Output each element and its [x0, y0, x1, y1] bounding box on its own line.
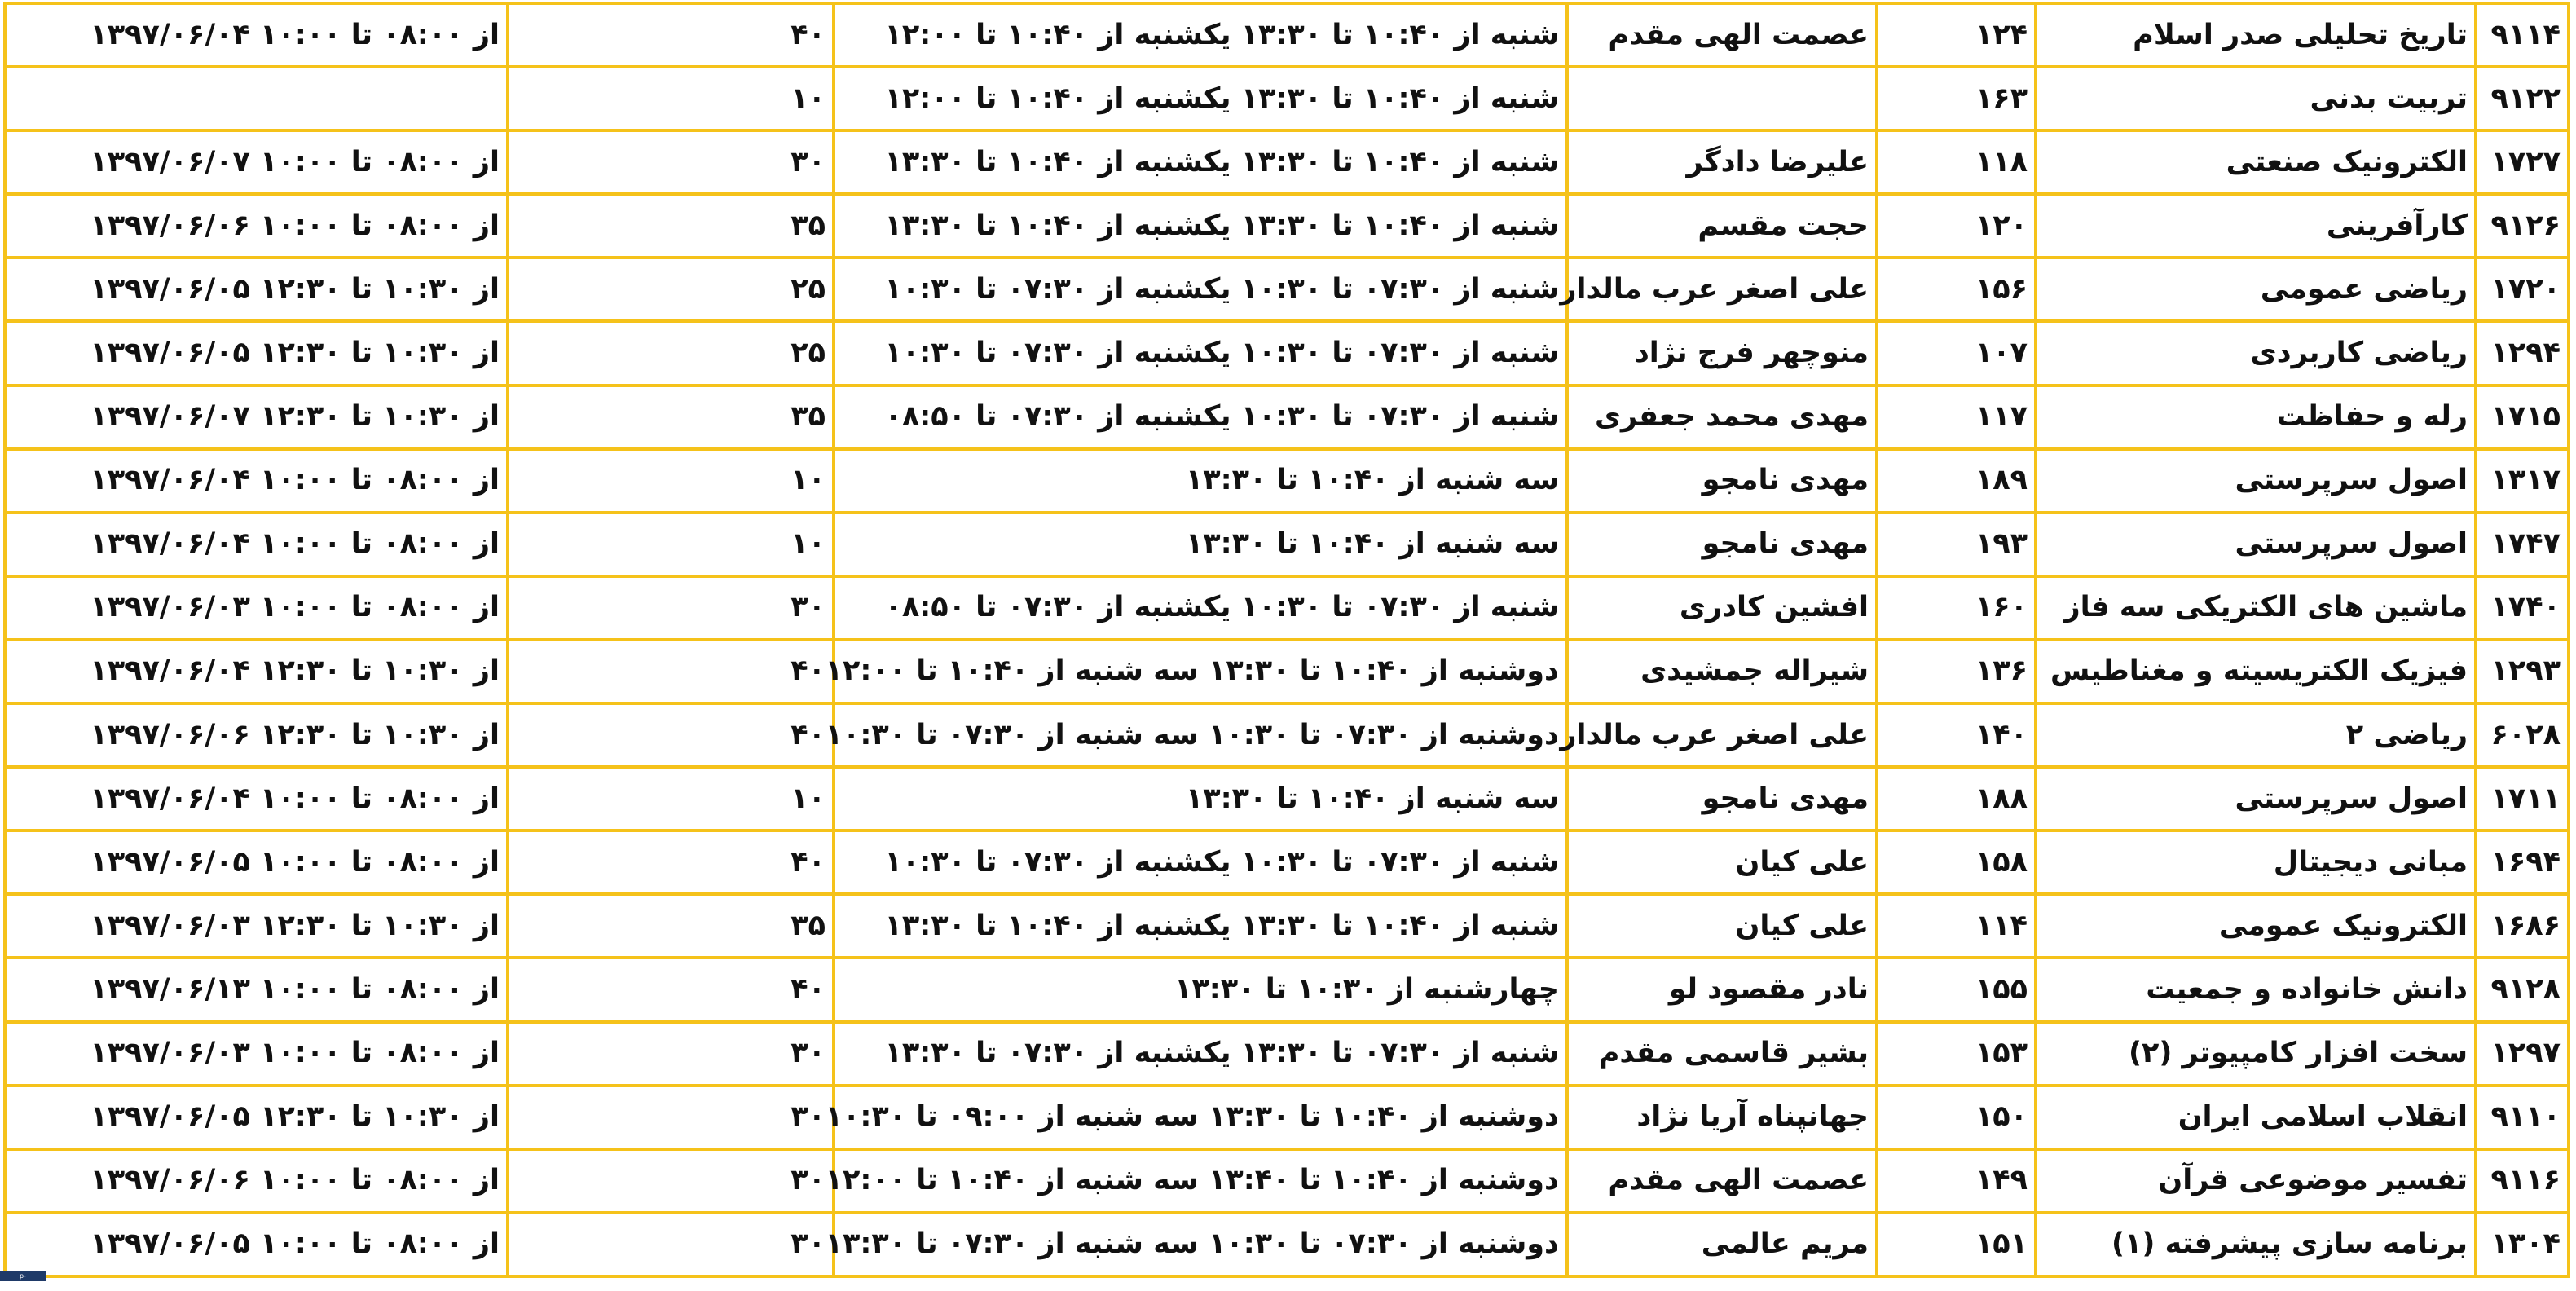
table-row [5, 386, 2569, 449]
course-code-cell: ۱۷۴۰ [2476, 576, 2569, 640]
exam-time-cell: از ۱۰:۳۰ تا ۱۲:۳۰ ۱۳۹۷/۰۶/۰۷ [5, 386, 508, 449]
course-name-cell: تاریخ تحلیلی صدر اسلام [2036, 3, 2476, 67]
table-row [5, 1022, 2569, 1086]
exam-time-cell: از ۱۰:۳۰ تا ۱۲:۳۰ ۱۳۹۷/۰۶/۰۵ [5, 258, 508, 321]
course-name-cell: تربیت بدنی [2036, 67, 2476, 130]
group-number-cell: ۱۵۰ [1877, 1086, 2036, 1149]
teacher-name-cell: منوچهر فرج نژاد [1567, 321, 1877, 385]
course-code-cell: ۱۳۱۷ [2476, 449, 2569, 513]
course-code-cell: ۱۶۸۶ [2476, 894, 2569, 958]
table-row [5, 640, 2569, 703]
course-name-cell: الکترونیک عمومی [2036, 894, 2476, 958]
course-code-cell: ۹۱۱۰ [2476, 1086, 2569, 1149]
table-row [5, 703, 2569, 767]
class-time-cell: شنبه از ۱۰:۴۰ تا ۱۳:۳۰ یکشنبه از ۱۰:۴۰ تا ۱۳:۳۰ [834, 194, 1567, 258]
group-number-cell: ۱۶۰ [1877, 576, 2036, 640]
teacher-name-cell: مهدی نامجو [1567, 767, 1877, 831]
capacity-cell: ۱۰ [508, 513, 834, 576]
table-row [5, 194, 2569, 258]
capacity-cell: ۴۰ [508, 831, 834, 894]
exam-time-cell: از ۱۰:۳۰ تا ۱۲:۳۰ ۱۳۹۷/۰۶/۰۵ [5, 321, 508, 385]
class-time-cell: شنبه از ۰۷:۳۰ تا ۱۰:۳۰ یکشنبه از ۰۷:۳۰ تا ۱۰:۳۰ [834, 258, 1567, 321]
teacher-name-cell: علی اصغر عرب مالدار [1567, 258, 1877, 321]
group-number-cell: ۱۵۱ [1877, 1213, 2036, 1276]
course-code-cell: ۱۶۹۴ [2476, 831, 2569, 894]
course-code-cell: ۱۷۲۰ [2476, 258, 2569, 321]
exam-time-cell: از ۱۰:۳۰ تا ۱۲:۳۰ ۱۳۹۷/۰۶/۰۴ [5, 640, 508, 703]
exam-time-cell: از ۰۸:۰۰ تا ۱۰:۰۰ ۱۳۹۷/۰۶/۰۴ [5, 767, 508, 831]
teacher-name-cell: علیرضا دادگر [1567, 130, 1877, 194]
table-row [5, 1149, 2569, 1213]
capacity-cell: ۳۰ [508, 1213, 834, 1276]
table-row [5, 513, 2569, 576]
group-number-cell: ۱۵۵ [1877, 958, 2036, 1021]
capacity-cell: ۱۰ [508, 67, 834, 130]
site-logo: p-gorgan.nus.ac.ir [0, 1272, 53, 1289]
course-code-cell: ۱۷۲۷ [2476, 130, 2569, 194]
group-number-cell: ۱۲۰ [1877, 194, 2036, 258]
class-time-cell: شنبه از ۱۰:۴۰ تا ۱۳:۳۰ یکشنبه از ۱۰:۴۰ تا ۱۳:۳۰ [834, 894, 1567, 958]
course-name-cell: ریاضی عمومی [2036, 258, 2476, 321]
group-number-cell: ۱۹۳ [1877, 513, 2036, 576]
teacher-name-cell: عصمت الهی مقدم [1567, 3, 1877, 67]
group-number-cell: ۱۵۳ [1877, 1022, 2036, 1086]
teacher-name-cell: شیراله جمشیدی [1567, 640, 1877, 703]
exam-time-cell: از ۰۸:۰۰ تا ۱۰:۰۰ ۱۳۹۷/۰۶/۰۴ [5, 3, 508, 67]
capacity-cell: ۳۵ [508, 194, 834, 258]
course-name-cell: فیزیک الکتریسیته و مغناطیس [2036, 640, 2476, 703]
teacher-name-cell: مریم عالمی [1567, 1213, 1877, 1276]
course-code-cell: ۹۱۲۸ [2476, 958, 2569, 1021]
table-row [5, 1086, 2569, 1149]
teacher-name-cell: مهدی محمد جعفری [1567, 386, 1877, 449]
course-code-cell: ۱۷۱۵ [2476, 386, 2569, 449]
table-row [5, 130, 2569, 194]
course-code-cell: ۱۲۹۴ [2476, 321, 2569, 385]
exam-time-cell: از ۱۰:۳۰ تا ۱۲:۳۰ ۱۳۹۷/۰۶/۰۳ [5, 894, 508, 958]
course-name-cell: تفسیر موضوعی قرآن [2036, 1149, 2476, 1213]
class-time-cell: دوشنبه از ۰۷:۳۰ تا ۱۰:۳۰ سه شنبه از ۰۷:۳۰ تا ۱۳:۳۰ [834, 1213, 1567, 1276]
course-code-cell: ۹۱۲۶ [2476, 194, 2569, 258]
group-number-cell: ۱۵۶ [1877, 258, 2036, 321]
course-code-cell: ۱۳۰۴ [2476, 1213, 2569, 1276]
capacity-cell: ۴۰ [508, 958, 834, 1021]
teacher-name-cell: علی کیان [1567, 831, 1877, 894]
group-number-cell: ۱۲۴ [1877, 3, 2036, 67]
exam-time-cell: از ۰۸:۰۰ تا ۱۰:۰۰ ۱۳۹۷/۰۶/۰۳ [5, 1022, 508, 1086]
teacher-name-cell: علی کیان [1567, 894, 1877, 958]
capacity-cell: ۴۰ [508, 703, 834, 767]
exam-time-cell: از ۰۸:۰۰ تا ۱۰:۰۰ ۱۳۹۷/۰۶/۱۳ [5, 958, 508, 1021]
teacher-name-cell [1567, 67, 1877, 130]
table-row [5, 321, 2569, 385]
table-row [5, 258, 2569, 321]
teacher-name-cell: حجت مقسم [1567, 194, 1877, 258]
table-row [5, 831, 2569, 894]
capacity-cell: ۳۰ [508, 1022, 834, 1086]
course-code-cell: ۱۲۹۷ [2476, 1022, 2569, 1086]
class-time-cell: شنبه از ۱۰:۴۰ تا ۱۳:۳۰ یکشنبه از ۱۰:۴۰ تا ۱۲:۰۰ [834, 67, 1567, 130]
capacity-cell: ۲۵ [508, 258, 834, 321]
exam-time-cell: از ۱۰:۳۰ تا ۱۲:۳۰ ۱۳۹۷/۰۶/۰۵ [5, 1086, 508, 1149]
capacity-cell: ۱۰ [508, 767, 834, 831]
table-row [5, 894, 2569, 958]
teacher-name-cell: جهانپناه آریا نژاد [1567, 1086, 1877, 1149]
capacity-cell: ۴۰ [508, 3, 834, 67]
group-number-cell: ۱۰۷ [1877, 321, 2036, 385]
table-body [5, 3, 2569, 1276]
class-time-cell: شنبه از ۱۰:۴۰ تا ۱۳:۳۰ یکشنبه از ۱۰:۴۰ تا ۱۲:۰۰ [834, 3, 1567, 67]
capacity-cell: ۳۰ [508, 130, 834, 194]
teacher-name-cell: علی اصغر عرب مالدار [1567, 703, 1877, 767]
capacity-cell: ۴۰ [508, 640, 834, 703]
teacher-name-cell: بشیر قاسمی مقدم [1567, 1022, 1877, 1086]
exam-time-cell: از ۰۸:۰۰ تا ۱۰:۰۰ ۱۳۹۷/۰۶/۰۷ [5, 130, 508, 194]
class-time-cell: دوشنبه از ۱۰:۴۰ تا ۱۳:۳۰ سه شنبه از ۱۰:۴۰ تا ۱۲:۰۰ [834, 640, 1567, 703]
table-row [5, 576, 2569, 640]
table-row [5, 449, 2569, 513]
table-row [5, 958, 2569, 1021]
teacher-name-cell: نادر مقصود لو [1567, 958, 1877, 1021]
course-name-cell: رله و حفاظت [2036, 386, 2476, 449]
exam-time-cell: از ۰۸:۰۰ تا ۱۰:۰۰ ۱۳۹۷/۰۶/۰۵ [5, 831, 508, 894]
class-time-cell: سه شنبه از ۱۰:۴۰ تا ۱۳:۳۰ [834, 449, 1567, 513]
capacity-cell: ۲۵ [508, 321, 834, 385]
group-number-cell: ۱۳۶ [1877, 640, 2036, 703]
course-name-cell: اصول سرپرستی [2036, 513, 2476, 576]
capacity-cell: ۳۰ [508, 1149, 834, 1213]
capacity-cell: ۳۰ [508, 1086, 834, 1149]
class-time-cell: شنبه از ۰۷:۳۰ تا ۱۰:۳۰ یکشنبه از ۰۷:۳۰ تا ۰۸:۵۰ [834, 386, 1567, 449]
class-time-cell: دوشنبه از ۱۰:۴۰ تا ۱۳:۳۰ سه شنبه از ۰۹:۰۰ تا ۱۰:۳۰ [834, 1086, 1567, 1149]
class-time-cell: شنبه از ۰۷:۳۰ تا ۱۳:۳۰ یکشنبه از ۰۷:۳۰ تا ۱۳:۳۰ [834, 1022, 1567, 1086]
course-schedule-table [3, 2, 2570, 1278]
exam-time-cell: از ۰۸:۰۰ تا ۱۰:۰۰ ۱۳۹۷/۰۶/۰۶ [5, 194, 508, 258]
class-time-cell: شنبه از ۰۷:۳۰ تا ۱۰:۳۰ یکشنبه از ۰۷:۳۰ تا ۰۸:۵۰ [834, 576, 1567, 640]
course-code-cell: ۱۷۴۷ [2476, 513, 2569, 576]
course-code-cell: ۱۲۹۳ [2476, 640, 2569, 703]
group-number-cell: ۱۱۴ [1877, 894, 2036, 958]
course-code-cell: ۹۱۱۴ [2476, 3, 2569, 67]
exam-time-cell: از ۰۸:۰۰ تا ۱۰:۰۰ ۱۳۹۷/۰۶/۰۴ [5, 449, 508, 513]
teacher-name-cell: افشین کادری [1567, 576, 1877, 640]
exam-time-cell: از ۰۸:۰۰ تا ۱۰:۰۰ ۱۳۹۷/۰۶/۰۳ [5, 576, 508, 640]
group-number-cell: ۱۴۹ [1877, 1149, 2036, 1213]
group-number-cell: ۱۸۸ [1877, 767, 2036, 831]
course-name-cell: اصول سرپرستی [2036, 767, 2476, 831]
class-time-cell: سه شنبه از ۱۰:۴۰ تا ۱۳:۳۰ [834, 513, 1567, 576]
course-name-cell: دانش خانواده و جمعیت [2036, 958, 2476, 1021]
capacity-cell: ۳۵ [508, 894, 834, 958]
teacher-name-cell: مهدی نامجو [1567, 449, 1877, 513]
teacher-name-cell: مهدی نامجو [1567, 513, 1877, 576]
course-name-cell: ریاضی ۲ [2036, 703, 2476, 767]
exam-time-cell: از ۰۸:۰۰ تا ۱۰:۰۰ ۱۳۹۷/۰۶/۰۵ [5, 1213, 508, 1276]
class-time-cell: سه شنبه از ۱۰:۴۰ تا ۱۳:۳۰ [834, 767, 1567, 831]
course-name-cell: مبانی دیجیتال [2036, 831, 2476, 894]
table-row [5, 67, 2569, 130]
group-number-cell: ۱۵۸ [1877, 831, 2036, 894]
teacher-name-cell: عصمت الهی مقدم [1567, 1149, 1877, 1213]
course-name-cell: انقلاب اسلامی ایران [2036, 1086, 2476, 1149]
table-row [5, 1213, 2569, 1276]
group-number-cell: ۱۱۷ [1877, 386, 2036, 449]
capacity-cell: ۳۵ [508, 386, 834, 449]
course-name-cell: ریاضی کاربردی [2036, 321, 2476, 385]
exam-time-cell: از ۰۸:۰۰ تا ۱۰:۰۰ ۱۳۹۷/۰۶/۰۶ [5, 1149, 508, 1213]
course-name-cell: ماشین های الکتریکی سه فاز [2036, 576, 2476, 640]
class-time-cell: شنبه از ۰۷:۳۰ تا ۱۰:۳۰ یکشنبه از ۰۷:۳۰ تا ۱۰:۳۰ [834, 321, 1567, 385]
table-row [5, 3, 2569, 67]
class-time-cell: چهارشنبه از ۱۰:۳۰ تا ۱۳:۳۰ [834, 958, 1567, 1021]
class-time-cell: دوشنبه از ۱۰:۴۰ تا ۱۳:۴۰ سه شنبه از ۱۰:۴۰ تا ۱۲:۰۰ [834, 1149, 1567, 1213]
course-code-cell: ۱۷۱۱ [2476, 767, 2569, 831]
exam-time-cell: از ۱۰:۳۰ تا ۱۲:۳۰ ۱۳۹۷/۰۶/۰۶ [5, 703, 508, 767]
group-number-cell: ۱۴۰ [1877, 703, 2036, 767]
class-time-cell: شنبه از ۱۰:۴۰ تا ۱۳:۳۰ یکشنبه از ۱۰:۴۰ تا ۱۳:۳۰ [834, 130, 1567, 194]
group-number-cell: ۱۸۹ [1877, 449, 2036, 513]
course-name-cell: سخت افزار کامپیوتر (۲) [2036, 1022, 2476, 1086]
course-code-cell: ۹۱۲۲ [2476, 67, 2569, 130]
exam-time-cell [5, 67, 508, 130]
group-number-cell: ۱۱۸ [1877, 130, 2036, 194]
exam-time-cell: از ۰۸:۰۰ تا ۱۰:۰۰ ۱۳۹۷/۰۶/۰۴ [5, 513, 508, 576]
capacity-cell: ۱۰ [508, 449, 834, 513]
class-time-cell: شنبه از ۰۷:۳۰ تا ۱۰:۳۰ یکشنبه از ۰۷:۳۰ تا ۱۰:۳۰ [834, 831, 1567, 894]
course-name-cell: الکترونیک صنعتی [2036, 130, 2476, 194]
course-name-cell: اصول سرپرستی [2036, 449, 2476, 513]
capacity-cell: ۳۰ [508, 576, 834, 640]
table-row [5, 767, 2569, 831]
course-name-cell: برنامه سازی پیشرفته (۱) [2036, 1213, 2476, 1276]
course-code-cell: ۶۰۲۸ [2476, 703, 2569, 767]
course-code-cell: ۹۱۱۶ [2476, 1149, 2569, 1213]
group-number-cell: ۱۶۳ [1877, 67, 2036, 130]
class-time-cell: دوشنبه از ۰۷:۳۰ تا ۱۰:۳۰ سه شنبه از ۰۷:۳۰ تا ۱۰:۳۰ [834, 703, 1567, 767]
course-name-cell: کارآفرینی [2036, 194, 2476, 258]
